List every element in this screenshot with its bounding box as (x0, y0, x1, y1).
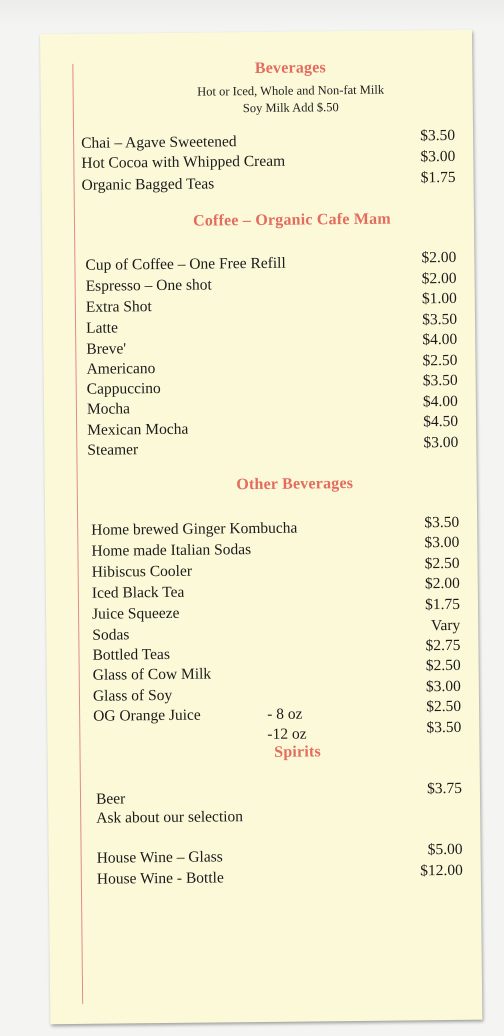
item-bagged-teas: Organic Bagged Teas (81, 175, 215, 194)
item-hot-cocoa: Hot Cocoa with Whipped Cream (81, 152, 286, 172)
price-steamer: $3.00 (423, 433, 459, 452)
item-orange-juice: OG Orange Juice (93, 706, 201, 725)
price-glass-of-soy: $3.00 (425, 677, 461, 696)
item-sodas: Sodas (92, 626, 130, 644)
price-mocha: $4.00 (422, 392, 458, 411)
item-extra-shot: Extra Shot (85, 298, 152, 316)
price-hibiscus-cooler: $2.50 (424, 554, 460, 573)
item-latte: Latte (86, 319, 119, 337)
item-chai: Chai – Agave Sweetened (81, 133, 237, 152)
item-cow-milk: Glass of Cow Milk (92, 665, 212, 684)
price-bagged-teas: $1.75 (420, 168, 456, 187)
price-mexican-mocha: $4.50 (423, 412, 459, 431)
price-bottled-teas: $2.75 (425, 636, 461, 655)
price-breve: $4.00 (422, 330, 458, 349)
item-steamer: Steamer (87, 441, 139, 459)
item-breve: Breve' (86, 340, 127, 358)
price-espresso: $2.00 (421, 269, 457, 288)
item-house-wine-glass: House Wine – Glass (96, 848, 223, 867)
heading-other-beverages: Other Beverages (236, 475, 354, 494)
item-cup-of-coffee: Cup of Coffee – One Free Refill (85, 254, 286, 274)
item-mexican-mocha: Mexican Mocha (87, 420, 189, 439)
price-orange-juice-8oz: $2.50 (426, 697, 462, 716)
menu-card (40, 30, 482, 1024)
item-italian-sodas: Home made Italian Sodas (91, 541, 252, 560)
beverages-note-soy: Soy Milk Add $.50 (242, 100, 339, 116)
item-iced-black-tea: Iced Black Tea (91, 583, 185, 602)
price-chai: $3.50 (420, 126, 456, 145)
item-beer: Beer (95, 790, 126, 808)
item-kombucha: Home brewed Ginger Kombucha (91, 519, 298, 539)
heading-coffee: Coffee – Organic Cafe Mam (192, 210, 391, 230)
price-orange-juice-12oz: $3.50 (426, 718, 462, 737)
item-mocha: Mocha (86, 400, 131, 418)
heading-beverages: Beverages (254, 59, 327, 78)
beverages-note-milk: Hot or Iced, Whole and Non-fat Milk (197, 82, 385, 99)
price-cow-milk: $2.50 (425, 656, 461, 675)
price-americano: $2.50 (422, 351, 458, 370)
spirits-selection-note: Ask about our selection (96, 808, 244, 827)
price-juice-squeeze: $1.75 (425, 595, 461, 614)
price-beer: $3.75 (426, 779, 463, 798)
price-hot-cocoa: $3.00 (420, 147, 456, 166)
price-cup-of-coffee: $2.00 (421, 248, 457, 267)
price-sodas: Vary (430, 616, 461, 635)
price-latte: $3.50 (422, 310, 458, 329)
price-cappuccino: $3.50 (422, 371, 458, 390)
price-extra-shot: $1.00 (421, 289, 457, 308)
item-juice-squeeze: Juice Squeeze (91, 604, 180, 623)
item-house-wine-bottle: House Wine - Bottle (96, 869, 224, 888)
price-iced-black-tea: $2.00 (424, 574, 460, 593)
item-hibiscus-cooler: Hibiscus Cooler (91, 562, 193, 581)
orange-juice-size-12oz: -12 oz (267, 725, 307, 743)
scan-background (0, 0, 504, 28)
price-house-wine-glass: $5.00 (427, 840, 463, 859)
item-americano: Americano (86, 360, 156, 378)
item-cappuccino: Cappuccino (86, 380, 161, 398)
item-bottled-teas: Bottled Teas (92, 645, 171, 664)
price-house-wine-bottle: $12.00 (420, 861, 463, 880)
orange-juice-size-8oz: - 8 oz (267, 705, 303, 723)
item-glass-of-soy: Glass of Soy (92, 686, 173, 705)
item-espresso: Espresso – One shot (85, 276, 212, 295)
heading-spirits: Spirits (274, 743, 322, 761)
margin-rule (72, 64, 83, 1004)
price-italian-sodas: $3.00 (424, 533, 460, 552)
price-kombucha: $3.50 (424, 513, 460, 532)
